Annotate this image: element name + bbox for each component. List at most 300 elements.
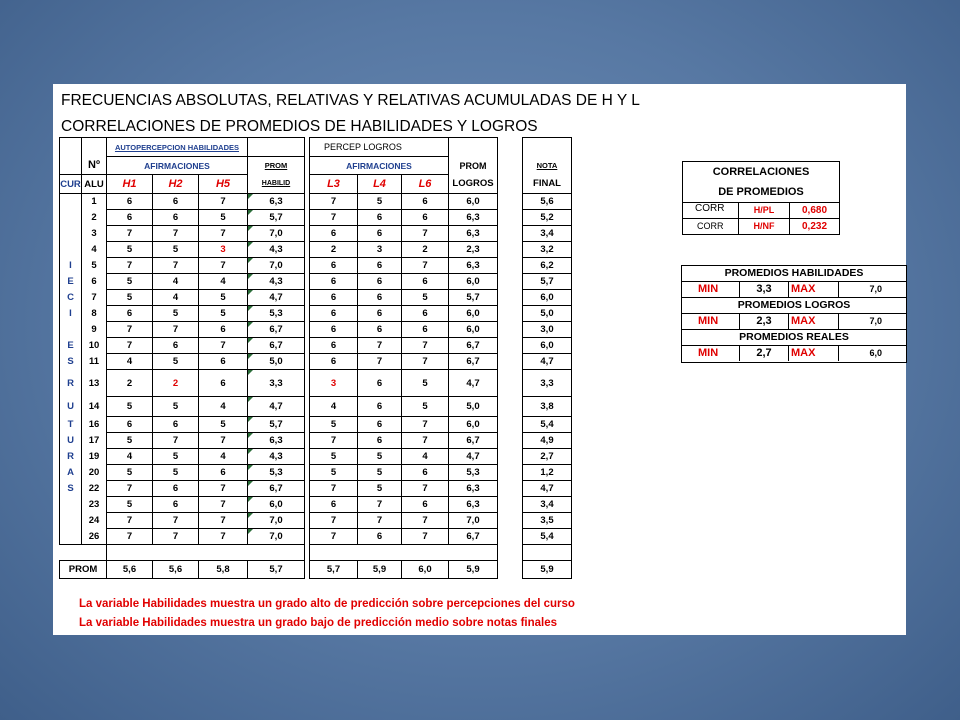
l6-cell: 7 [402, 258, 449, 274]
gap-cell [498, 417, 523, 433]
h5-cell: 3 [199, 242, 248, 258]
h1-cell: 5 [107, 290, 153, 306]
l3-cell: 7 [310, 194, 358, 210]
nota-final-cell: 4,9 [523, 433, 572, 449]
l6-cell: 2 [402, 242, 449, 258]
max-value: 6,0 [869, 348, 882, 358]
h1-cell: 5 [107, 274, 153, 290]
prom-header: PROM [248, 157, 305, 175]
prom-logros-cell: 6,0 [449, 417, 498, 433]
nota-final-cell: 6,0 [523, 338, 572, 354]
alu-cell: 23 [82, 497, 107, 513]
l6-cell: 6 [402, 497, 449, 513]
gap-cell [498, 465, 523, 481]
cur-letter-cell: T [60, 417, 82, 433]
prom-habilid-cell: 5,7 [248, 417, 305, 433]
gap-cell [498, 561, 523, 579]
h1-cell: 5 [107, 497, 153, 513]
table-row [60, 513, 572, 529]
h2-cell: 5 [153, 397, 199, 417]
alu-cell: 3 [82, 226, 107, 242]
h2-cell: 6 [153, 417, 199, 433]
h1-cell: 6 [107, 417, 153, 433]
max-value: 7,0 [869, 284, 882, 294]
table-row [60, 497, 572, 513]
h5-cell: 5 [199, 306, 248, 322]
num-header: Nº [82, 157, 107, 175]
l4-cell: 5 [358, 465, 402, 481]
h2-cell: 4 [153, 290, 199, 306]
alu-cell: 11 [82, 354, 107, 370]
alu-cell: 13 [82, 370, 107, 397]
l4-cell: 7 [358, 354, 402, 370]
nota-final-cell: 6,2 [523, 258, 572, 274]
title-line-1: FRECUENCIAS ABSOLUTAS, RELATIVAS Y RELATIVAS ACUMULADAS DE H Y L [61, 92, 640, 109]
h1-cell: 6 [107, 194, 153, 210]
cur-letter-cell: I [60, 258, 82, 274]
prom-logros-cell: 2,3 [449, 242, 498, 258]
l4-cell: 6 [358, 306, 402, 322]
l3-cell: 6 [310, 338, 358, 354]
gap-cell [498, 354, 523, 370]
prom-logros-cell: 6,3 [449, 210, 498, 226]
l4-cell: 6 [358, 417, 402, 433]
h1-cell: 7 [107, 338, 153, 354]
note-1: La variable Habilidades muestra un grado alto de predicción sobre percepciones del curso [79, 598, 575, 610]
table-row [60, 322, 572, 338]
l6-cell: 5 [402, 290, 449, 306]
h2-cell: 7 [153, 433, 199, 449]
cur-letter-cell: I [60, 306, 82, 322]
table-row [60, 465, 572, 481]
prom-habilid-cell: 6,7 [248, 481, 305, 497]
gap-cell [498, 370, 523, 397]
promedios-row [682, 314, 906, 330]
l6-cell: 7 [402, 354, 449, 370]
final-header: FINAL [523, 175, 572, 194]
h5-cell: 7 [199, 433, 248, 449]
corr-row: CORR H/PL 0,680 [683, 203, 839, 219]
nota-final-cell: 3,0 [523, 322, 572, 338]
prom-logros-cell: 4,7 [449, 370, 498, 397]
prom-l3-cell: 5,7 [310, 561, 358, 579]
l6-cell: 7 [402, 433, 449, 449]
l6-cell: 4 [402, 449, 449, 465]
h5-cell: 7 [199, 258, 248, 274]
cur-letter-cell [60, 322, 82, 338]
h5-cell: 6 [199, 322, 248, 338]
min-value: 2,3 [740, 314, 789, 329]
alu-header: ALU [82, 175, 107, 194]
h2-cell: 6 [153, 497, 199, 513]
table-row [60, 529, 572, 545]
alu-cell: 16 [82, 417, 107, 433]
l4-cell: 3 [358, 242, 402, 258]
prom-habilid-cell: 7,0 [248, 258, 305, 274]
l3-cell: 6 [310, 226, 358, 242]
table-row [60, 433, 572, 449]
h5-header: H5 [199, 175, 248, 194]
correlaciones-subtitle: DE PROMEDIOS [683, 182, 839, 203]
l3-cell: 6 [310, 497, 358, 513]
prom-habilid-cell: 5,7 [248, 210, 305, 226]
spreadsheet-card [53, 84, 906, 635]
h1-cell: 7 [107, 226, 153, 242]
nota-final-cell: 2,7 [523, 449, 572, 465]
prom-habilid-cell: 6,0 [248, 497, 305, 513]
nota-final-cell: 5,0 [523, 306, 572, 322]
prom-habilid-cell: 4,7 [248, 290, 305, 306]
percep-logros-header: PERCEP LOGROS [310, 138, 449, 157]
alu-cell: 9 [82, 322, 107, 338]
l3-cell: 7 [310, 513, 358, 529]
prom-logros-header: PROM [449, 157, 498, 175]
h1-cell: 6 [107, 306, 153, 322]
max-value: 7,0 [869, 316, 882, 326]
min-value: 2,7 [740, 346, 789, 361]
prom-logros-cell: 6,3 [449, 226, 498, 242]
prom-logros-cell: 6,3 [449, 258, 498, 274]
promedios-row [682, 282, 906, 298]
correlaciones-title: CORRELACIONES [712, 166, 810, 178]
prom-logros-cell: 6,0 [449, 322, 498, 338]
l4-cell: 5 [358, 481, 402, 497]
h5-cell: 6 [199, 465, 248, 481]
promedios-row [682, 346, 906, 361]
gap-cell [498, 258, 523, 274]
gap-cell [498, 194, 523, 210]
autopercepcion-header: AUTOPERCEPCION HABILIDADES [107, 138, 248, 157]
prom-logros-cell: 6,7 [449, 338, 498, 354]
prom-l6-cell: 6,0 [402, 561, 449, 579]
prom-logros-cell: 6,7 [449, 529, 498, 545]
prom-habilid-cell: 6,3 [248, 433, 305, 449]
cur-letter-cell [60, 513, 82, 529]
promedios-title: PROMEDIOS REALES [682, 330, 906, 346]
l3-cell: 5 [310, 417, 358, 433]
prom-habilid-cell: 4,3 [248, 449, 305, 465]
table-row [60, 397, 572, 417]
prom-h5-cell: 5,8 [199, 561, 248, 579]
cur-letter-cell [60, 497, 82, 513]
l3-cell: 6 [310, 306, 358, 322]
h5-cell: 5 [199, 210, 248, 226]
title-line-2: CORRELACIONES DE PROMEDIOS DE HABILIDADES Y LOGROS [61, 118, 538, 135]
h5-cell: 6 [199, 370, 248, 397]
h2-cell: 5 [153, 354, 199, 370]
l3-cell: 6 [310, 258, 358, 274]
h5-cell: 7 [199, 529, 248, 545]
h1-cell: 5 [107, 465, 153, 481]
h1-cell: 4 [107, 354, 153, 370]
cur-letter-cell: U [60, 397, 82, 417]
l6-header: L6 [402, 175, 449, 194]
max-label: MAX [789, 314, 839, 329]
h2-cell: 2 [153, 370, 199, 397]
cur-letter-cell: U [60, 433, 82, 449]
gap-cell [498, 513, 523, 529]
prom-habilid-cell: 5,3 [248, 306, 305, 322]
cur-letter-cell: C [60, 290, 82, 306]
gap-cell [498, 338, 523, 354]
h2-cell: 6 [153, 210, 199, 226]
h2-cell: 6 [153, 481, 199, 497]
gap-cell [498, 397, 523, 417]
table-row [60, 194, 572, 210]
h5-cell: 5 [199, 417, 248, 433]
prom-logros-cell: 6,3 [449, 481, 498, 497]
cur-letter-cell [60, 210, 82, 226]
max-label: MAX [789, 346, 839, 361]
h2-cell: 5 [153, 306, 199, 322]
l3-cell: 7 [310, 529, 358, 545]
table-row [60, 370, 572, 397]
l4-cell: 6 [358, 322, 402, 338]
l6-cell: 5 [402, 397, 449, 417]
table-row [60, 417, 572, 433]
l6-cell: 7 [402, 338, 449, 354]
alu-cell: 24 [82, 513, 107, 529]
nota-final-cell: 5,4 [523, 417, 572, 433]
cur-letter-cell: S [60, 354, 82, 370]
h2-cell: 7 [153, 529, 199, 545]
table-row [60, 481, 572, 497]
l4-cell: 6 [358, 258, 402, 274]
alu-cell: 14 [82, 397, 107, 417]
alu-cell: 4 [82, 242, 107, 258]
l3-cell: 4 [310, 397, 358, 417]
table-row [60, 210, 572, 226]
nota-final-cell: 5,4 [523, 529, 572, 545]
h5-cell: 7 [199, 513, 248, 529]
prom-habilid-cell: 6,7 [248, 338, 305, 354]
gap-cell [498, 497, 523, 513]
h1-cell: 5 [107, 397, 153, 417]
l6-cell: 7 [402, 481, 449, 497]
prom-logros-cell: 6,0 [449, 194, 498, 210]
l6-cell: 6 [402, 274, 449, 290]
h2-cell: 7 [153, 322, 199, 338]
h1-cell: 7 [107, 258, 153, 274]
prom-logros-cell: 6,0 [449, 274, 498, 290]
l6-cell: 6 [402, 194, 449, 210]
prom-pl-cell: 5,9 [449, 561, 498, 579]
min-value: 3,3 [740, 282, 789, 297]
gap-cell [498, 306, 523, 322]
l4-cell: 6 [358, 433, 402, 449]
nota-final-cell: 5,7 [523, 274, 572, 290]
nota-final-cell: 4,7 [523, 354, 572, 370]
nota-final-cell: 1,2 [523, 465, 572, 481]
cur-letter-cell: E [60, 274, 82, 290]
alu-cell: 19 [82, 449, 107, 465]
prom-h2-cell: 5,6 [153, 561, 199, 579]
l4-cell: 6 [358, 370, 402, 397]
cur-letter-cell: R [60, 449, 82, 465]
alu-cell: 22 [82, 481, 107, 497]
l6-cell: 5 [402, 370, 449, 397]
l4-cell: 6 [358, 210, 402, 226]
cur-header-blank [60, 138, 82, 175]
table-row [60, 338, 572, 354]
l3-cell: 7 [310, 481, 358, 497]
h5-cell: 4 [199, 397, 248, 417]
gap-cell [498, 290, 523, 306]
h5-cell: 7 [199, 194, 248, 210]
prom-logros-cell: 5,0 [449, 397, 498, 417]
cur-letter-cell [60, 226, 82, 242]
l4-cell: 5 [358, 449, 402, 465]
prom-habilid-cell: 3,3 [248, 370, 305, 397]
l6-cell: 6 [402, 322, 449, 338]
habilid-header: HABILID [248, 175, 305, 194]
prom-habilid-cell: 4,3 [248, 274, 305, 290]
alu-cell: 8 [82, 306, 107, 322]
gap-cell [498, 242, 523, 258]
h1-cell: 2 [107, 370, 153, 397]
nota-final-cell: 3,3 [523, 370, 572, 397]
prom-logros-cell: 4,7 [449, 449, 498, 465]
gap-cell [498, 274, 523, 290]
h2-cell: 7 [153, 513, 199, 529]
prom-logros-cell: 6,3 [449, 497, 498, 513]
gap-cell [498, 210, 523, 226]
l6-cell: 6 [402, 465, 449, 481]
nota-final-cell: 3,8 [523, 397, 572, 417]
nota-header: NOTA [523, 157, 572, 175]
h1-cell: 7 [107, 481, 153, 497]
l4-cell: 7 [358, 497, 402, 513]
gap-cell [498, 226, 523, 242]
nota-final-cell: 5,2 [523, 210, 572, 226]
l6-cell: 7 [402, 226, 449, 242]
alu-cell: 2 [82, 210, 107, 226]
l3-cell: 6 [310, 290, 358, 306]
nota-final-cell: 3,5 [523, 513, 572, 529]
l3-cell: 6 [310, 274, 358, 290]
l3-cell: 2 [310, 242, 358, 258]
logros-header: LOGROS [449, 175, 498, 194]
nota-final-cell: 4,7 [523, 481, 572, 497]
prom-habilid-cell: 4,3 [248, 242, 305, 258]
alu-cell: 20 [82, 465, 107, 481]
note-2: La variable Habilidades muestra un grado bajo de predicción medio sobre notas finales [79, 617, 558, 629]
h1-cell: 7 [107, 513, 153, 529]
promedios-title: PROMEDIOS HABILIDADES [682, 266, 906, 282]
cur-letter-cell: E [60, 338, 82, 354]
table-row [60, 306, 572, 322]
alu-cell: 17 [82, 433, 107, 449]
l4-cell: 6 [358, 274, 402, 290]
prom-habilid-cell: 7,0 [248, 513, 305, 529]
cur-letter-cell [60, 194, 82, 210]
h5-cell: 6 [199, 354, 248, 370]
prom-habilid-cell: 5,0 [248, 354, 305, 370]
h2-cell: 7 [153, 226, 199, 242]
l4-header: L4 [358, 175, 402, 194]
min-label: MIN [682, 346, 740, 361]
alu-cell: 26 [82, 529, 107, 545]
prom-h1-cell: 5,6 [107, 561, 153, 579]
h1-cell: 5 [107, 242, 153, 258]
prom-nf-cell: 5,9 [523, 561, 572, 579]
gap-cell [498, 449, 523, 465]
h1-header: H1 [107, 175, 153, 194]
prom-ph-cell: 5,7 [248, 561, 305, 579]
l4-cell: 6 [358, 529, 402, 545]
h2-cell: 5 [153, 465, 199, 481]
l4-cell: 7 [358, 513, 402, 529]
max-label: MAX [789, 282, 839, 297]
alu-cell: 7 [82, 290, 107, 306]
h5-cell: 4 [199, 274, 248, 290]
min-label: MIN [682, 282, 740, 297]
correlaciones-box [682, 161, 840, 235]
cur-header: CUR [60, 175, 82, 194]
prom-row [60, 561, 572, 579]
alu-cell: 6 [82, 274, 107, 290]
cur-letter-cell [60, 529, 82, 545]
h2-cell: 5 [153, 242, 199, 258]
l6-cell: 7 [402, 529, 449, 545]
table-row [60, 449, 572, 465]
prom-habilid-cell: 6,3 [248, 194, 305, 210]
prom-logros-cell: 6,7 [449, 433, 498, 449]
cur-letter-cell: S [60, 481, 82, 497]
table-row [60, 354, 572, 370]
h1-cell: 6 [107, 210, 153, 226]
l3-cell: 3 [310, 370, 358, 397]
l4-cell: 6 [358, 290, 402, 306]
alu-cell: 5 [82, 258, 107, 274]
l4-cell: 7 [358, 338, 402, 354]
prom-habilid-cell: 7,0 [248, 226, 305, 242]
cur-letter-cell [60, 242, 82, 258]
cur-letter-cell: R [60, 370, 82, 397]
prom-logros-cell: 6,0 [449, 306, 498, 322]
data-table [59, 137, 572, 579]
alu-cell: 10 [82, 338, 107, 354]
table-row [60, 242, 572, 258]
nota-final-cell: 3,4 [523, 226, 572, 242]
nota-final-cell: 6,0 [523, 290, 572, 306]
gap-cell [498, 529, 523, 545]
l3-cell: 7 [310, 433, 358, 449]
nota-final-cell: 5,6 [523, 194, 572, 210]
l4-cell: 6 [358, 226, 402, 242]
min-label: MIN [682, 314, 740, 329]
h1-cell: 5 [107, 433, 153, 449]
nota-final-cell: 3,2 [523, 242, 572, 258]
prom-row-label: PROM [60, 561, 107, 579]
h1-cell: 7 [107, 529, 153, 545]
h5-cell: 7 [199, 481, 248, 497]
gap-cell [498, 322, 523, 338]
promedios-title: PROMEDIOS LOGROS [682, 298, 906, 314]
table-row [60, 258, 572, 274]
h5-cell: 7 [199, 338, 248, 354]
prom-habilid-cell: 5,3 [248, 465, 305, 481]
afirmaciones-h-header: AFIRMACIONES [107, 157, 248, 175]
prom-logros-cell: 5,3 [449, 465, 498, 481]
h2-cell: 4 [153, 274, 199, 290]
l3-cell: 6 [310, 354, 358, 370]
prom-logros-cell: 6,7 [449, 354, 498, 370]
prom-logros-cell: 7,0 [449, 513, 498, 529]
l3-header: L3 [310, 175, 358, 194]
l3-cell: 5 [310, 449, 358, 465]
h5-cell: 7 [199, 226, 248, 242]
